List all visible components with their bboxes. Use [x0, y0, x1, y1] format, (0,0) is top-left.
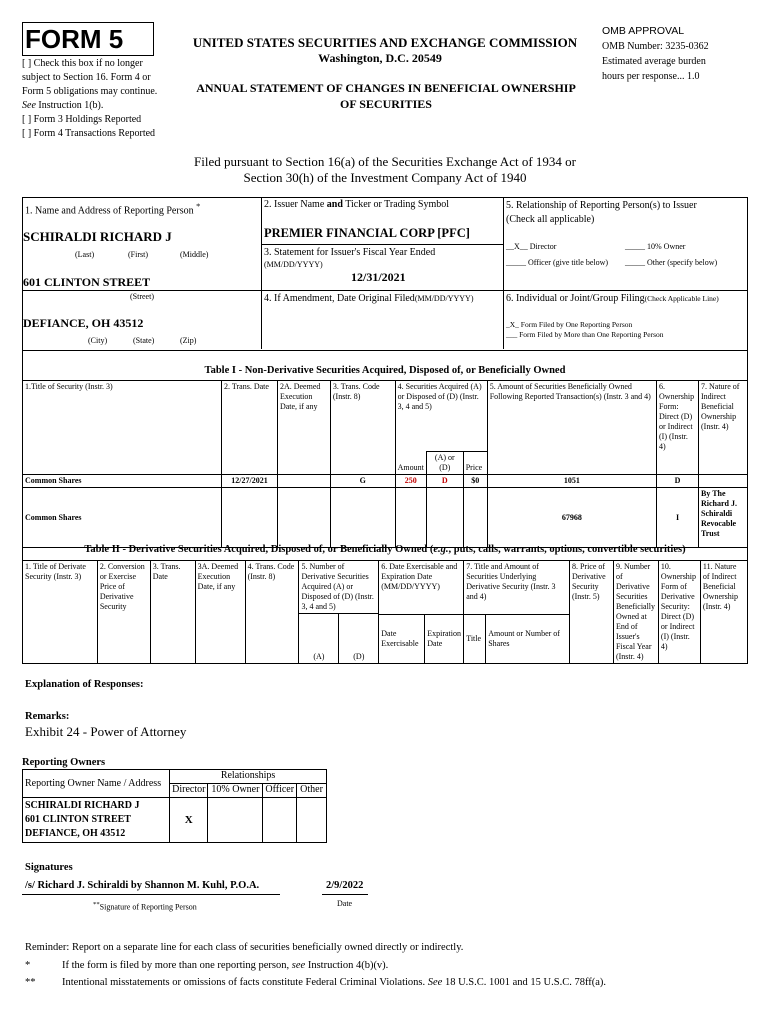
- t2-h-exercisable: 6. Date Exercisable and Expiration Date (MM/DD/YYYY): [379, 561, 464, 615]
- other-checkbox[interactable]: _____ Other (specify below): [625, 258, 718, 267]
- reporting-owners-label: Reporting Owners: [22, 757, 106, 768]
- t2-h-underlying-amount: Amount or Number of Shares: [486, 615, 570, 664]
- footnote-1-mark: *: [25, 960, 31, 971]
- box4-label: 4. If Amendment, Date Original Filed(MM/DD/YYYY): [264, 293, 474, 304]
- t2-h-underlying-title: Title: [464, 615, 486, 664]
- t2-h-form: 10. Ownership Form of Derivative Security: Direct (D) or Indirect (I) (Instr. 4): [658, 561, 700, 664]
- box3-label: 3. Statement for Issuer's Fiscal Year Ended (MM/DD/YYYY): [264, 247, 436, 269]
- owners-director-mark: X: [170, 798, 208, 843]
- owners-h-director: Director: [170, 784, 208, 798]
- omb-number: OMB Number: 3235-0362: [602, 41, 709, 52]
- table2: [22, 560, 748, 664]
- t2-h-nature: 11. Nature of Indirect Beneficial Ownership (Instr. 4): [700, 561, 747, 664]
- owners-h-other: Other: [297, 784, 327, 798]
- table1-title: Table I - Non-Derivative Securities Acquired, Disposed of, or Beneficially Owned: [204, 365, 566, 376]
- omb-box: [602, 24, 752, 84]
- t2-h-exercisable-date: Date Exercisable: [379, 615, 425, 664]
- form-checkboxes: [22, 57, 170, 141]
- multi-person-checkbox[interactable]: ___ Form Filed by More than One Reporting Person: [506, 330, 664, 339]
- remarks-text: Exhibit 24 - Power of Attorney: [25, 724, 187, 739]
- remarks-label: Remarks:: [25, 711, 70, 722]
- t1-h-owned: 5. Amount of Securities Beneficially Owned Following Reported Transaction(s) (Instr. 3 and 4): [487, 381, 656, 475]
- signature-line: [22, 894, 280, 895]
- t2-h-underlying: 7. Title and Amount of Securities Underlying Derivative Security (Instr. 3 and 4): [464, 561, 570, 615]
- owners-h-ten: 10% Owner: [208, 784, 263, 798]
- signature-caption: **Signature of Reporting Person: [93, 901, 197, 912]
- t2-h-conversion: 2. Conversion or Exercise Price of Derivative Security: [97, 561, 150, 664]
- table1: [22, 380, 748, 548]
- fiscal-year-end: 12/31/2021: [351, 270, 406, 284]
- t2-h-a: (A): [299, 614, 339, 664]
- box6-label: 6. Individual or Joint/Group Filing(Check Applicable Line): [506, 293, 719, 304]
- t2-h-price: 8. Price of Derivative Security (Instr. 5): [569, 561, 613, 664]
- t1-h-deemed: 2A. Deemed Execution Date, if any: [277, 381, 330, 475]
- signature-date: 2/9/2022: [326, 880, 364, 891]
- form3-checkbox[interactable]: [ ] Form 3 Holdings Reported: [22, 114, 142, 125]
- form-title: FORM 5: [22, 22, 154, 56]
- omb-burden: Estimated average burden: [602, 56, 706, 67]
- director-checkbox[interactable]: __X__ Director: [506, 242, 557, 251]
- t2-h-deemed: 3A. Deemed Execution Date, if any: [195, 561, 245, 664]
- footnote-1: If the form is filed by more than one reporting person, see Instruction 4(b)(v).: [62, 960, 389, 971]
- t1-h-form: 6. Ownership Form: Direct (D) or Indirect (I) (Instr. 4): [657, 381, 699, 475]
- no-longer-subject-checkbox[interactable]: [ ] Check this box if no longer subject to Section 16. Form 4 or Form 5 obligations may continue.: [22, 58, 158, 97]
- agency-location: Washington, D.C. 20549: [318, 51, 442, 65]
- t2-h-number-owned: 9. Number of Derivative Securities Beneficially Owned at End of Issuer's Fiscal Year (Instr. 4): [613, 561, 658, 664]
- t1-h-price: Price: [463, 452, 487, 475]
- one-person-checkbox[interactable]: _X_ Form Filed by One Reporting Person: [506, 320, 633, 329]
- t2-h-title: 1. Title of Derivate Security (Instr. 3): [23, 561, 98, 664]
- table-row: SCHIRALDI RICHARD J 601 CLINTON STREET DEFIANCE, OH 43512 X: [23, 798, 327, 843]
- see-text: See: [22, 100, 36, 111]
- t2-h-d: (D): [339, 614, 379, 664]
- omb-approval: OMB APPROVAL: [602, 25, 685, 37]
- box1-label: 1. Name and Address of Reporting Person *: [25, 202, 201, 217]
- statement-title: ANNUAL STATEMENT OF CHANGES IN BENEFICIAL OWNERSHIP OF SECURITIES: [196, 81, 576, 111]
- date-line: [322, 894, 368, 895]
- owners-h-rel: Relationships: [170, 770, 327, 784]
- footnote-2-mark: **: [25, 977, 36, 988]
- t1-h-aord: (A) or (D): [426, 452, 463, 475]
- reporting-person-street: 601 CLINTON STREET: [23, 275, 151, 289]
- omb-hours: hours per response... 1.0: [602, 71, 700, 82]
- reporting-owners-table: [22, 769, 327, 843]
- officer-checkbox[interactable]: _____ Officer (give title below): [506, 258, 609, 267]
- ten-pct-owner-checkbox[interactable]: _____ 10% Owner: [625, 242, 686, 251]
- table2-title: Table II - Derivative Securities Acquired, Disposed of, or Beneficially Owned (e.g., puts, calls, warrants, options, convertible securities): [84, 544, 686, 555]
- footnote-2: Intentional misstatements or omissions of facts constitute Federal Criminal Violations. See 18 U.S.C. 1001 and 15 U.S.C. 78ff(a).: [62, 977, 607, 988]
- explanation-label: Explanation of Responses:: [25, 679, 144, 690]
- reporting-person-name: SCHIRALDI RICHARD J: [23, 229, 172, 244]
- signature-text: /s/ Richard J. Schiraldi by Shannon M. Kuhl, P.O.A.: [25, 880, 260, 891]
- agency-name: UNITED STATES SECURITIES AND EXCHANGE COMMISSION: [192, 35, 578, 50]
- street-label: (Street): [130, 292, 154, 301]
- t1-h-title: 1.Title of Security (Instr. 3): [23, 381, 222, 475]
- table-row: Common Shares 12/27/2021 G 250 D $0 1051 D: [23, 475, 748, 488]
- t1-h-nature: 7. Nature of Indirect Beneficial Ownership (Instr. 4): [699, 381, 748, 475]
- owners-h-officer: Officer: [263, 784, 297, 798]
- instruction-ref: Instruction 1(b).: [38, 100, 104, 111]
- table-row: Common Shares 67968 I By The Richard J. Schiraldi Revocable Trust: [23, 488, 748, 548]
- t2-h-number: 5. Number of Derivative Securities Acquired (A) or Disposed of (D) (Instr. 3, 4 and 5): [299, 561, 379, 614]
- issuer-name: PREMIER FINANCIAL CORP [PFC]: [264, 226, 470, 240]
- t1-h-amount: Amount: [395, 452, 426, 475]
- t1-h-securities: 4. Securities Acquired (A) or Disposed of (D) (Instr. 3, 4 and 5): [395, 381, 487, 452]
- t2-h-date: 3. Trans. Date: [150, 561, 195, 664]
- box2-label: 2. Issuer Name and Ticker or Trading Symbol: [264, 199, 450, 210]
- box5-label: 5. Relationship of Reporting Person(s) to Issuer (Check all applicable): [506, 200, 697, 225]
- t1-h-date: 2. Trans. Date: [222, 381, 278, 475]
- t2-h-code: 4. Trans. Code (Instr. 8): [245, 561, 299, 664]
- form4-checkbox[interactable]: [ ] Form 4 Transactions Reported: [22, 128, 156, 139]
- filed-pursuant: Filed pursuant to Section 16(a) of the Securities Exchange Act of 1934 or Section 30(h) of the Investment Company Act of 1940: [194, 154, 576, 185]
- signatures-label: Signatures: [25, 862, 73, 873]
- reporting-person-city: DEFIANCE, OH 43512: [23, 316, 144, 330]
- owners-h-name: Reporting Owner Name / Address: [23, 770, 170, 798]
- reminder: Reminder: Report on a separate line for each class of securities beneficially owned directly or indirectly.: [25, 942, 464, 953]
- t2-h-expiration-date: Expiration Date: [425, 615, 464, 664]
- date-caption: Date: [337, 899, 353, 908]
- t1-h-code: 3. Trans. Code (Instr. 8): [330, 381, 395, 475]
